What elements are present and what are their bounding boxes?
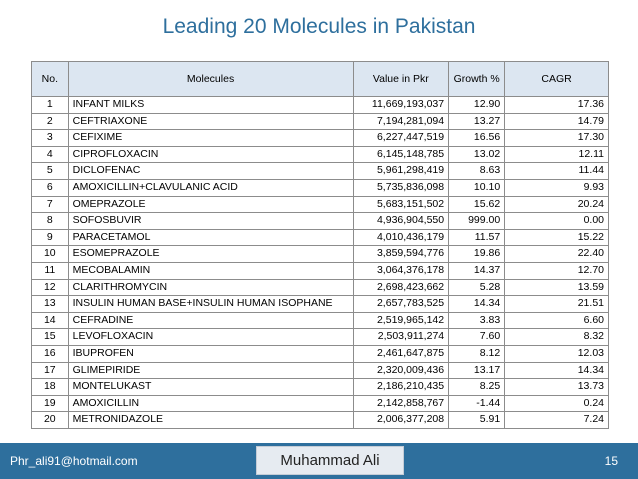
row-molecule: PARACETAMOL (68, 229, 353, 246)
table-row (32, 130, 609, 147)
row-no: 1 (32, 97, 69, 114)
row-growth: 3.83 (449, 312, 505, 329)
row-value: 7,194,281,094 (353, 113, 449, 130)
row-cagr: 22.40 (505, 246, 609, 263)
row-molecule: CEFTRIAXONE (68, 113, 353, 130)
row-cagr: 7.24 (505, 412, 609, 429)
row-cagr: 21.51 (505, 296, 609, 313)
row-growth: 8.12 (449, 345, 505, 362)
page-number: 15 (604, 454, 618, 468)
row-molecule: LEVOFLOXACIN (68, 329, 353, 346)
table-row (32, 296, 609, 313)
row-growth: 19.86 (449, 246, 505, 263)
row-growth: 5.28 (449, 279, 505, 296)
row-cagr: 12.11 (505, 146, 609, 163)
row-cagr: 15.22 (505, 229, 609, 246)
row-molecule: INFANT MILKS (68, 97, 353, 114)
row-cagr: 6.60 (505, 312, 609, 329)
row-cagr: 20.24 (505, 196, 609, 213)
table-header-row (32, 62, 609, 97)
footer-bar (0, 443, 638, 479)
header-molecules: Molecules (68, 62, 353, 97)
row-molecule: AMOXICILLIN+CLAVULANIC ACID (68, 179, 353, 196)
row-value: 2,320,009,436 (353, 362, 449, 379)
row-value: 4,936,904,550 (353, 213, 449, 230)
row-no: 6 (32, 179, 69, 196)
row-cagr: 12.70 (505, 262, 609, 279)
row-molecule: GLIMEPIRIDE (68, 362, 353, 379)
row-value: 2,142,858,767 (353, 395, 449, 412)
table-row (32, 262, 609, 279)
table-row (32, 97, 609, 114)
row-cagr: 17.36 (505, 97, 609, 114)
header-cagr: CAGR (505, 62, 609, 97)
row-no: 13 (32, 296, 69, 313)
table-row (32, 412, 609, 429)
row-no: 16 (32, 345, 69, 362)
row-value: 11,669,193,037 (353, 97, 449, 114)
row-value: 3,859,594,776 (353, 246, 449, 263)
row-value: 6,145,148,785 (353, 146, 449, 163)
row-value: 2,006,377,208 (353, 412, 449, 429)
row-molecule: INSULIN HUMAN BASE+INSULIN HUMAN ISOPHANE (68, 296, 353, 313)
row-no: 11 (32, 262, 69, 279)
table-row (32, 229, 609, 246)
row-no: 15 (32, 329, 69, 346)
table-row (32, 146, 609, 163)
row-growth: 13.02 (449, 146, 505, 163)
row-molecule: MONTELUKAST (68, 379, 353, 396)
row-no: 5 (32, 163, 69, 180)
slide-title: Leading 20 Molecules in Pakistan (162, 15, 476, 38)
row-molecule: DICLOFENAC (68, 163, 353, 180)
row-growth: 8.63 (449, 163, 505, 180)
row-molecule: MECOBALAMIN (68, 262, 353, 279)
row-no: 3 (32, 130, 69, 147)
row-molecule: METRONIDAZOLE (68, 412, 353, 429)
row-growth: 11.57 (449, 229, 505, 246)
row-growth: 13.17 (449, 362, 505, 379)
table-row (32, 379, 609, 396)
row-growth: 10.10 (449, 179, 505, 196)
row-molecule: ESOMEPRAZOLE (68, 246, 353, 263)
table-row (32, 113, 609, 130)
row-no: 4 (32, 146, 69, 163)
molecules-table (31, 61, 609, 429)
row-cagr: 14.79 (505, 113, 609, 130)
row-cagr: 0.00 (505, 213, 609, 230)
row-value: 2,461,647,875 (353, 345, 449, 362)
table-row (32, 196, 609, 213)
row-cagr: 9.93 (505, 179, 609, 196)
table-row (32, 279, 609, 296)
row-growth: 13.27 (449, 113, 505, 130)
row-value: 2,503,911,274 (353, 329, 449, 346)
row-value: 4,010,436,179 (353, 229, 449, 246)
row-no: 18 (32, 379, 69, 396)
row-cagr: 13.73 (505, 379, 609, 396)
header-growth: Growth % (449, 62, 505, 97)
table-row (32, 395, 609, 412)
row-molecule: IBUPROFEN (68, 345, 353, 362)
row-cagr: 14.34 (505, 362, 609, 379)
row-no: 8 (32, 213, 69, 230)
row-no: 14 (32, 312, 69, 329)
header-value: Value in Pkr (353, 62, 449, 97)
row-growth: 14.37 (449, 262, 505, 279)
row-no: 19 (32, 395, 69, 412)
row-growth: 14.34 (449, 296, 505, 313)
table-row (32, 213, 609, 230)
table-row (32, 246, 609, 263)
row-growth: 8.25 (449, 379, 505, 396)
row-value: 6,227,447,519 (353, 130, 449, 147)
row-growth: 999.00 (449, 213, 505, 230)
row-cagr: 12.03 (505, 345, 609, 362)
row-value: 3,064,376,178 (353, 262, 449, 279)
row-molecule: CLARITHROMYCIN (68, 279, 353, 296)
table-row (32, 362, 609, 379)
row-molecule: CEFRADINE (68, 312, 353, 329)
table-row (32, 329, 609, 346)
row-value: 2,186,210,435 (353, 379, 449, 396)
row-molecule: AMOXICILLIN (68, 395, 353, 412)
row-growth: 5.91 (449, 412, 505, 429)
row-cagr: 8.32 (505, 329, 609, 346)
row-no: 2 (32, 113, 69, 130)
row-growth: 15.62 (449, 196, 505, 213)
row-molecule: OMEPRAZOLE (68, 196, 353, 213)
row-value: 5,683,151,502 (353, 196, 449, 213)
row-molecule: SOFOSBUVIR (68, 213, 353, 230)
row-value: 5,961,298,419 (353, 163, 449, 180)
table-row (32, 163, 609, 180)
row-cagr: 11.44 (505, 163, 609, 180)
row-growth: -1.44 (449, 395, 505, 412)
table-row (32, 345, 609, 362)
row-molecule: CEFIXIME (68, 130, 353, 147)
row-no: 17 (32, 362, 69, 379)
table-row (32, 312, 609, 329)
row-molecule: CIPROFLOXACIN (68, 146, 353, 163)
header-no: No. (32, 62, 69, 97)
table-row (32, 179, 609, 196)
row-no: 12 (32, 279, 69, 296)
row-growth: 12.90 (449, 97, 505, 114)
row-no: 20 (32, 412, 69, 429)
row-cagr: 0.24 (505, 395, 609, 412)
row-growth: 16.56 (449, 130, 505, 147)
footer-author: Muhammad Ali (256, 446, 404, 475)
row-growth: 7.60 (449, 329, 505, 346)
row-no: 10 (32, 246, 69, 263)
row-value: 2,657,783,525 (353, 296, 449, 313)
footer-email: Phr_ali91@hotmail.com (10, 454, 138, 468)
row-no: 7 (32, 196, 69, 213)
row-no: 9 (32, 229, 69, 246)
row-value: 2,519,965,142 (353, 312, 449, 329)
row-value: 2,698,423,662 (353, 279, 449, 296)
row-value: 5,735,836,098 (353, 179, 449, 196)
row-cagr: 13.59 (505, 279, 609, 296)
row-cagr: 17.30 (505, 130, 609, 147)
